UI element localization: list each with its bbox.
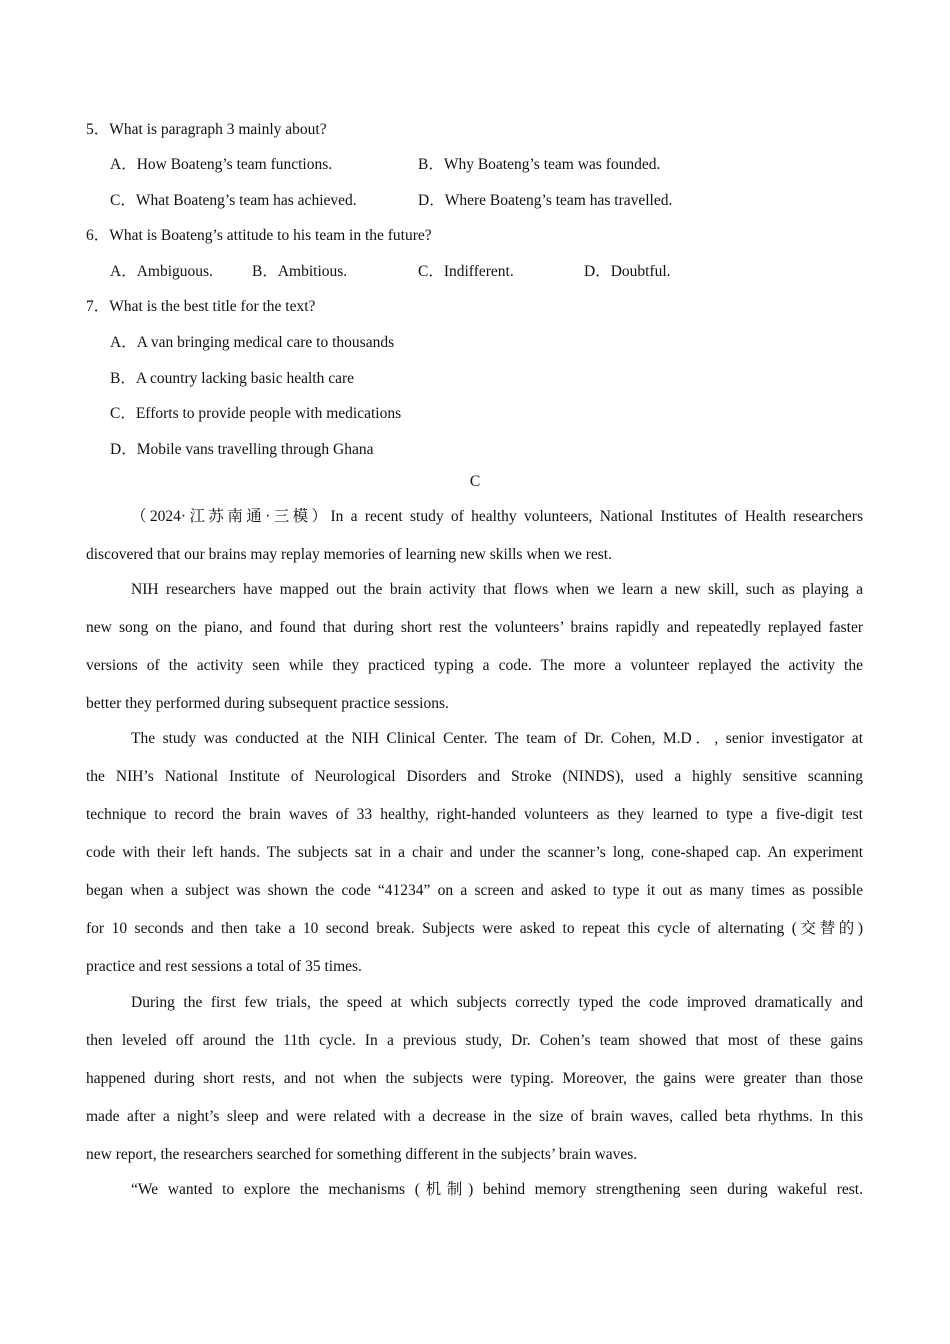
passage-line: discovered that our brains may replay memories of learning new skills when we rest. <box>86 546 612 563</box>
question-5-option-d: D．Where Boateng’s team has travelled. <box>418 192 673 209</box>
passage-paragraph-2 <box>86 571 863 723</box>
question-7-option-c: C．Efforts to provide people with medications <box>110 405 402 422</box>
passage-line: happened during short rests, and not when the subjects were typing. Moreover, the gains were greater than those <box>86 1070 863 1087</box>
passage-paragraph-1 <box>86 498 863 574</box>
passage-line: began when a subject was shown the code “41234” on a screen and asked to type it out as many times as possible <box>86 882 863 899</box>
question-6-option-b: B．Ambitious. <box>252 263 348 280</box>
passage-line: code with their left hands. The subjects sat in a chair and under the scanner’s long, cone-shaped cap. An experiment <box>86 844 863 861</box>
passage-line: for 10 seconds and then take a 10 second break. Subjects were asked to repeat this cycle of alternating (交替的) <box>86 920 863 937</box>
passage-line: versions of the activity seen while they practiced typing a code. The more a volunteer replayed the activity the <box>86 657 863 674</box>
question-6-stem: 6．What is Boateng’s attitude to his team in the future? <box>86 227 432 244</box>
question-6-option-a: A．Ambiguous. <box>110 263 213 280</box>
question-7-option-a: A．A van bringing medical care to thousands <box>110 334 395 351</box>
passage-line: better they performed during subsequent practice sessions. <box>86 695 449 712</box>
question-5-stem: 5．What is paragraph 3 mainly about? <box>86 121 327 138</box>
question-6-option-d: D．Doubtful. <box>584 263 671 280</box>
question-5-option-c: C．What Boateng’s team has achieved. <box>110 192 357 209</box>
passage-line: technique to record the brain waves of 33 healthy, right-handed volunteers as they learned to type a five-digit test <box>86 806 863 823</box>
question-6-option-c: C．Indifferent. <box>418 263 514 280</box>
passage-line: NIH researchers have mapped out the brain activity that flows when we learn a new skill, such as playing a <box>131 581 863 598</box>
question-7-option-b: B．A country lacking basic health care <box>110 370 355 387</box>
passage-line: made after a night’s sleep and were related with a decrease in the size of brain waves, called beta rhythms. In this <box>86 1108 863 1125</box>
question-5-option-a: A．How Boateng’s team functions. <box>110 156 333 173</box>
passage-line: new report, the researchers searched for something different in the subjects’ brain waves. <box>86 1146 638 1163</box>
section-label: C <box>469 473 481 490</box>
passage-line: （2024·江苏南通·三模）In a recent study of healthy volunteers, National Institutes of Health researchers <box>131 508 863 525</box>
passage-line: practice and rest sessions a total of 35 times. <box>86 958 362 975</box>
passage-line: the NIH’s National Institute of Neurological Disorders and Stroke (NINDS), used a highly sensitive scanning <box>86 768 863 785</box>
question-7-option-d: D．Mobile vans travelling through Ghana <box>110 441 374 458</box>
passage-line: The study was conducted at the NIH Clinical Center. The team of Dr. Cohen, M.D．, senior investigator at <box>131 730 863 747</box>
passage-line: During the first few trials, the speed at which subjects correctly typed the code improved dramatically and <box>131 994 863 1011</box>
question-5-option-b: B．Why Boateng’s team was founded. <box>418 156 661 173</box>
passage-paragraph-5 <box>86 1171 863 1209</box>
question-7-stem: 7．What is the best title for the text? <box>86 298 316 315</box>
passage-line: new song on the piano, and found that during short rest the volunteers’ brains rapidly and repeatedly replayed faster <box>86 619 863 636</box>
passage-paragraph-4 <box>86 984 863 1174</box>
passage-line: “We wanted to explore the mechanisms (机制) behind memory strengthening seen during wakeful rest. <box>131 1181 863 1198</box>
passage-paragraph-3 <box>86 720 863 986</box>
passage-line: then leveled off around the 11th cycle. In a previous study, Dr. Cohen’s team showed that most of these gains <box>86 1032 863 1049</box>
